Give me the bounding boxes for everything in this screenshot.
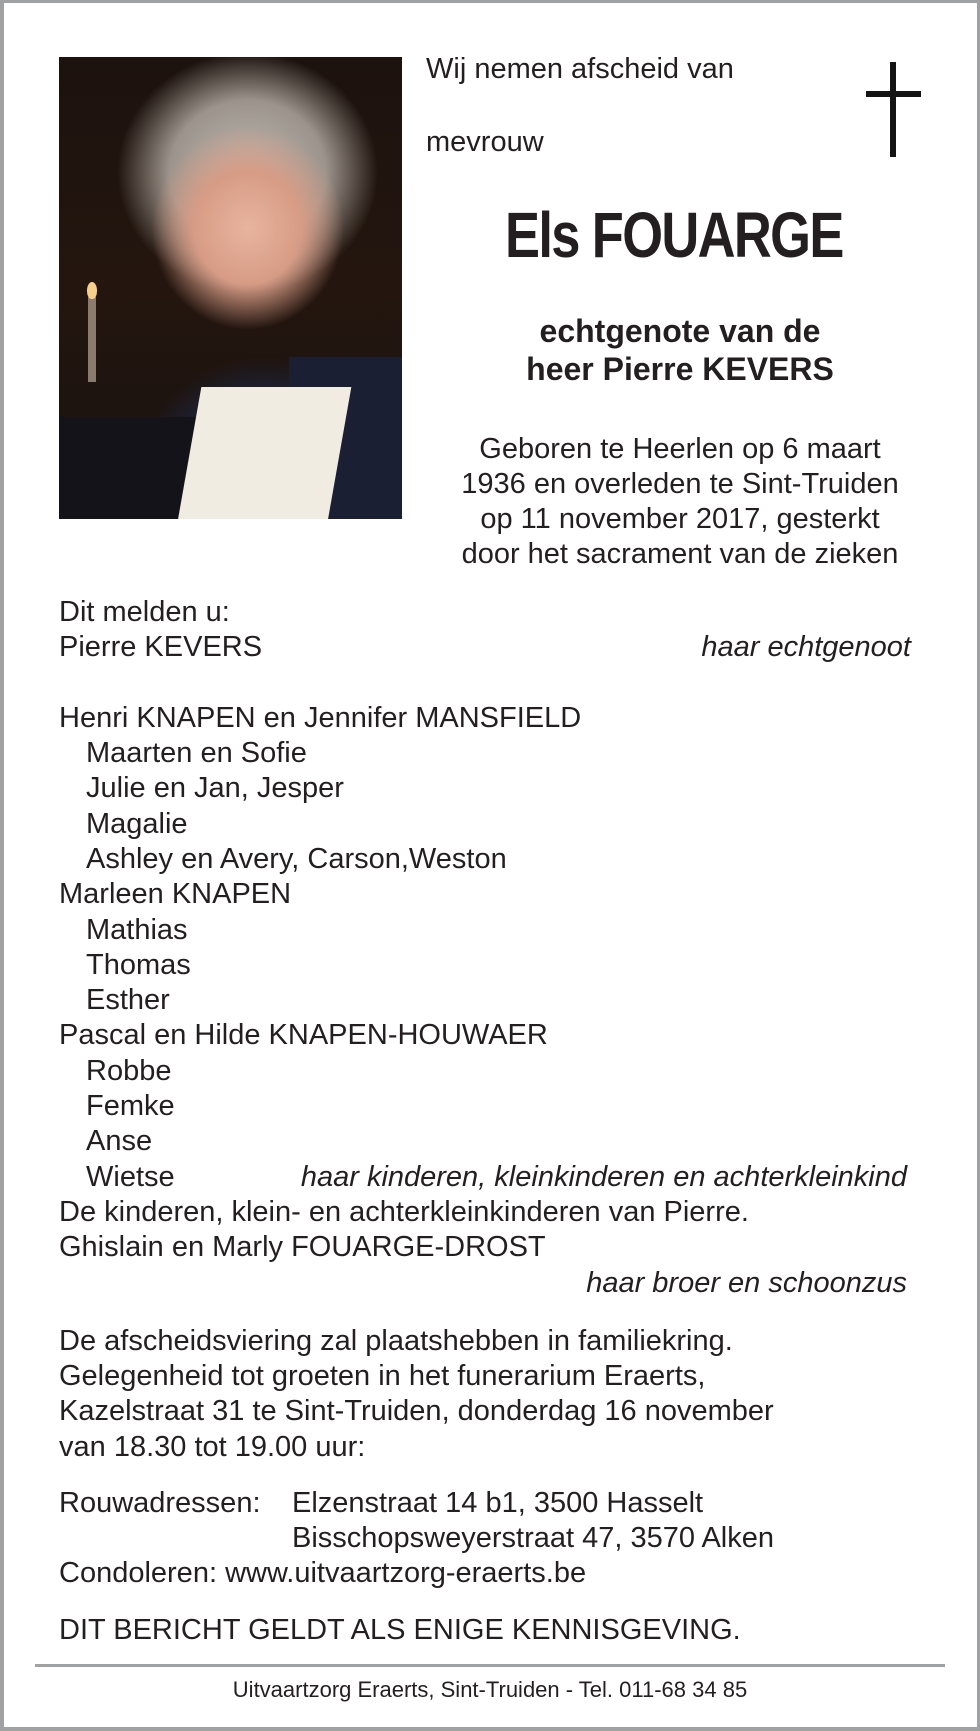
family-member: Robbe (86, 1055, 172, 1087)
photo-collar (177, 387, 352, 519)
family-relation: haar kinderen, kleinkinderen en achterkleinkind (300, 1161, 907, 1193)
condolences-row (59, 1557, 586, 1590)
bio-line: door het sacrament van de zieken (461, 538, 899, 570)
intro-text: Wij nemen afscheid van (426, 53, 734, 85)
siblings-relation: haar broer en schoonzus (586, 1267, 907, 1299)
condolences-link[interactable]: www.uitvaartzorg-eraerts.be (225, 1557, 587, 1589)
address-line: Bisschopsweyerstraat 47, 3570 Alken (292, 1522, 774, 1554)
ceremony-line: Kazelstraat 31 te Sint-Truiden, donderdag 16 november (59, 1395, 774, 1427)
family-member: Henri KNAPEN en Jennifer MANSFIELD (59, 702, 582, 734)
ceremony-line: Gelegenheid tot groeten in het funerarium Eraerts, (59, 1360, 706, 1392)
family-member: Esther (86, 984, 170, 1016)
salutation: mevrouw (426, 126, 544, 158)
footer-divider (35, 1664, 945, 1667)
family-member: Wietse (86, 1161, 175, 1193)
stepfamily-line: De kinderen, klein- en achterkleinkinderen van Pierre. (59, 1196, 749, 1228)
spouse-line-1: echtgenote van de (539, 313, 821, 349)
notice-text: DIT BERICHT GELDT ALS ENIGE KENNISGEVING. (59, 1614, 741, 1646)
family-member: Marleen KNAPEN (59, 878, 292, 910)
announcers-heading: Dit melden u: (59, 596, 230, 628)
family-member: Maarten en Sofie (86, 737, 307, 769)
birth-death-details (420, 432, 940, 572)
family-member: Thomas (86, 949, 191, 981)
bio-line: op 11 november 2017, gesterkt (480, 503, 880, 535)
spouse-relation: haar echtgenoot (701, 631, 911, 663)
family-member: Anse (86, 1125, 153, 1157)
spouse-description (420, 312, 940, 388)
spouse-name: Pierre KEVERS (59, 631, 263, 663)
family-member: Magalie (86, 808, 188, 840)
bio-line: Geboren te Heerlen op 6 maart (479, 433, 881, 465)
family-member: Femke (86, 1090, 175, 1122)
ceremony-line: De afscheidsviering zal plaatshebben in familiekring. (59, 1325, 733, 1357)
family-member: Pascal en Hilde KNAPEN-HOUWAER (59, 1019, 548, 1051)
family-member: Mathias (86, 914, 188, 946)
addresses-label: Rouwadressen: (59, 1487, 261, 1519)
ceremony-line: van 18.30 tot 19.00 uur: (59, 1431, 366, 1463)
address-line: Elzenstraat 14 b1, 3500 Hasselt (292, 1487, 704, 1519)
candle-flame-graphic (87, 282, 97, 299)
portrait-photo (59, 57, 402, 519)
candle-graphic (88, 297, 96, 382)
cross-icon-horizontal (866, 91, 921, 97)
condolences-label: Condoleren: (59, 1557, 217, 1589)
footer-text: Uitvaartzorg Eraerts, Sint-Truiden - Tel. 011-68 34 85 (232, 1677, 748, 1702)
bio-line: 1936 en overleden te Sint-Truiden (461, 468, 899, 500)
family-member: Julie en Jan, Jesper (86, 772, 344, 804)
deceased-name: Els FOUARGE (505, 199, 843, 271)
cross-icon-vertical (890, 62, 896, 157)
family-member: Ashley en Avery, Carson,Weston (86, 843, 507, 875)
siblings-name: Ghislain en Marly FOUARGE-DROST (59, 1231, 546, 1263)
spouse-line-2: heer Pierre KEVERS (526, 351, 834, 387)
